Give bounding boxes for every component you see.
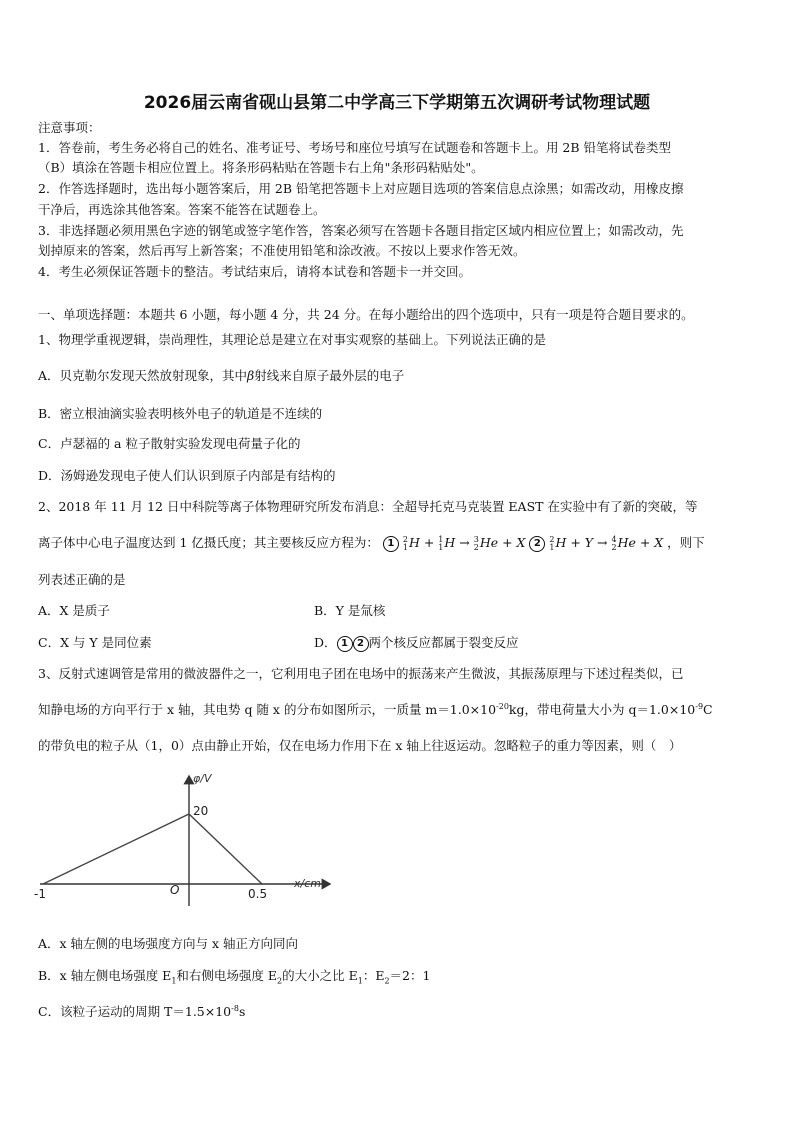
tick-label-neg1: -1 (34, 887, 46, 901)
question-2-stem-end: 列表述正确的是 (38, 572, 126, 587)
notice-line: 2．作答选择题时，选出每小题答案后，用 2B 铅笔把答题卡上对应题目选项的答案信息点涂黑；如需改动，用橡皮擦 (38, 181, 684, 196)
question-1-option-b: B．密立根油滴实验表明核外电子的轨道是不连续的 (38, 406, 323, 421)
question-1-option-c: C．卢瑟福的 a 粒子散射实验发现电荷量子化的 (38, 436, 301, 451)
origin-label: O (170, 883, 180, 897)
question-2-stem: 2、2018 年 11 月 12 日中科院等离子体物理研究所发布消息：全超导托克马克装置 EAST 在实验中有了新的突破，等 (38, 499, 698, 514)
question-1-option-d: D．汤姆逊发现电子使人们认识到原子内部是有结构的 (38, 468, 336, 483)
question-2-option-d: D． 1 2 两个核反应都属于裂变反应 (314, 635, 519, 650)
question-2-equation-line: 离子体中心电子温度达到 1 亿摄氏度；其主要核反应方程为： 1 2 1 H + 1 1 H → 3 2 He + X 2 2 1 H + Y → 4 2 He + X ，则下 (38, 534, 705, 552)
question-1-option-a: A．贝克勒尔发现天然放射现象，其中β射线来自原子最外层的电子 (38, 368, 405, 383)
potential-graph (30, 768, 350, 908)
question-3-stem: 3、反射式速调管是常用的微波器件之一，它利用电子团在电场中的振荡来产生微波，其振荡原理与下述过程类似，已 (38, 666, 684, 681)
notice-line: （B）填涂在答题卡相应位置上。将条形码粘贴在答题卡右上角"条形码粘贴处"。 (38, 160, 484, 175)
y-axis-label: φ/V (193, 772, 212, 785)
question-2-option-c: C．X 与 Y 是同位素 (38, 635, 152, 650)
reaction-1: 2 1 H + 1 1 H → 3 2 He + X (402, 534, 530, 552)
circled-number-1: 1 (383, 536, 399, 552)
reaction-2: 2 1 H + Y → 4 2 He + X (549, 534, 668, 552)
tick-label-0-5: 0.5 (248, 887, 268, 901)
notice-line: 1．答卷前，考生务必将自己的姓名、准考证号、考场号和座位号填写在试题卷和答题卡上。用 2B 铅笔将试卷类型 (38, 140, 672, 155)
beta-symbol: β (247, 368, 255, 383)
circled-number-1: 1 (337, 636, 353, 652)
notice-line: 4．考生必须保证答题卡的整洁。考试结束后，请将本试卷和答题卡一并交回。 (38, 264, 471, 279)
question-2-option-b: B．Y 是氚核 (314, 603, 386, 618)
section-heading: 一、单项选择题：本题共 6 小题，每小题 4 分，共 24 分。在每小题给出的四个选项中，只有一项是符合题目要求的。 (38, 307, 694, 322)
page-title: 2026届云南省砚山县第二中学高三下学期第五次调研考试物理试题 (143, 93, 651, 113)
question-3-stem-line2: 知静电场的方向平行于 x 轴，其电势 q 随 x 的分布如图所示，一质量 $m=1.0\times 10^{-20}kg$，带电荷量大小为 $q=1.0\times 10^{-9}C$ (38, 701, 713, 717)
notice-heading: 注意事项： (38, 120, 101, 135)
question-3-stem-line3: 的带负电的粒子从（1，0）点由静止开始，仅在电场力作用下在 x 轴上往返运动。忽略粒子的重力等因素，则（ ） (38, 738, 682, 753)
notice-line: 3．非选择题必须用黑色字迹的钢笔或签字笔作答，答案必须写在答题卡各题目指定区域内相应位置上；如需改动，先 (38, 223, 684, 238)
question-3-option-a: A．x 轴左侧的电场强度方向与 x 轴正方向同向 (38, 936, 299, 951)
circled-number-2: 2 (529, 536, 545, 552)
circled-number-2: 2 (353, 636, 369, 652)
question-2-option-a: A．X 是质子 (38, 603, 110, 618)
x-axis-label: x/cm (294, 877, 321, 890)
question-1-stem: 1、物理学重视逻辑，崇尚理性，其理论总是建立在对事实观察的基础上。下列说法正确的是 (38, 332, 546, 347)
tick-label-20: 20 (193, 804, 209, 818)
question-3-option-b: B．x 轴左侧电场强度 $E_1$和右侧电场强度 $E_2$的大小之比 $E_1$：$E_2=2$：1 (38, 968, 431, 986)
potential-curve (43, 814, 262, 884)
notice-line: 划掉原来的答案，然后再写上新答案；不准使用铅笔和涂改液。不按以上要求作答无效。 (38, 243, 526, 258)
notice-line: 干净后，再选涂其他答案。答案不能答在试题卷上。 (38, 202, 326, 217)
question-3-option-c: C．该粒子运动的周期 $T=1.5\times 10^{-8}s$ (38, 1003, 246, 1019)
